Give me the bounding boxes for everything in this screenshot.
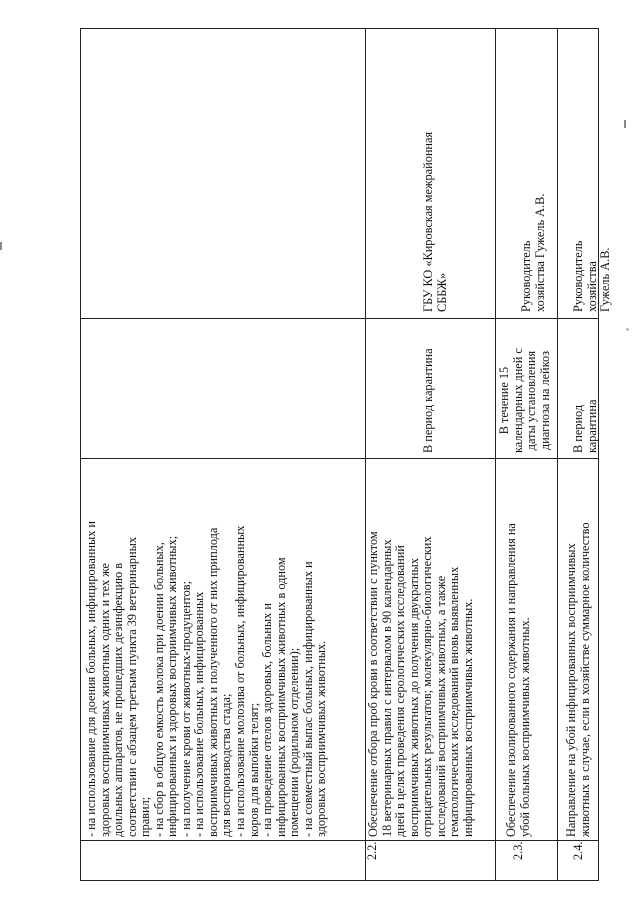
text-line: - на использование больных, инфицированных <box>192 591 207 837</box>
text-line: даты установления <box>524 350 539 451</box>
text-line: - на использование молозива от больных, инфицированных <box>233 525 248 837</box>
text-line: календарных дней с <box>510 348 525 453</box>
text-line: инфицированных и здоровых восприимчивых животных; <box>165 535 180 837</box>
text-line: восприимчивых животных до получения двукратных <box>406 558 421 837</box>
row-number: 2.3. <box>511 841 525 860</box>
executor-text-2-4: Руководитель хозяйства Гужель А.В. <box>571 240 613 312</box>
text-line: коров для выпойки телят; <box>246 702 261 837</box>
text-line: исследований восприимчивых животных, а также <box>433 575 448 837</box>
row-number: 2.4. <box>571 841 585 860</box>
term-text-2-4: В период карантина <box>571 399 599 453</box>
scan-artifact <box>626 328 629 331</box>
measure-text-continuation <box>85 459 329 837</box>
text-line: диагноза на лейкоз <box>537 351 552 451</box>
text-line: - на получение крови от животных-продуцентов; <box>178 580 193 837</box>
text-line: восприимчивых животных и полученного от них приплода <box>205 527 220 837</box>
scan-artifact <box>0 242 2 250</box>
table-border-line <box>495 28 496 881</box>
text-line: инфицированных восприимчивых животных в одном <box>273 557 288 837</box>
table-border-line <box>598 28 599 881</box>
text-line: Обеспечение изолированного содержания и направления на <box>504 523 518 837</box>
table-border-line <box>80 318 598 319</box>
text-line: соответствии с абзацем третьим пункта 39 ветеринарных <box>124 536 139 837</box>
text-line: - на совместный выпас больных, инфицированных и <box>300 561 315 837</box>
table-border-line <box>80 28 598 29</box>
term-text-2-3 <box>498 348 552 453</box>
text-line: здоровых восприимчивых животных одних и тех же <box>97 563 112 837</box>
text-line: инфицированных восприимчивых животных. <box>460 598 475 837</box>
text-line: правил; <box>138 796 153 837</box>
table-border-line <box>80 28 81 881</box>
table-border-line <box>557 28 558 881</box>
text-line: Обеспечение отбора проб крови в соответствии с пунктом <box>366 531 380 837</box>
text-line: В течение 15 <box>497 366 511 435</box>
measure-text-2-2 <box>367 459 475 837</box>
row-number: 2.2. <box>365 841 379 860</box>
text-line: гематологических исследований вновь выявленных <box>447 566 462 837</box>
text-line: животных в случае, если в хозяйстве суммарное количество <box>577 522 592 837</box>
text-line: помещении (родильном отделении); <box>287 647 302 837</box>
term-text-2-2: В период карантина <box>421 348 435 453</box>
text-line: 18 ветеринарных правил с интервалом в 90 календарных <box>379 539 394 837</box>
text-line: убой больных восприимчивых животных. <box>517 617 532 837</box>
text-line: доильных аппаратов, не прошедших дезинфекцию в <box>111 562 126 837</box>
text-line: для воспроизводства стада; <box>219 693 234 837</box>
text-line: дней в целях проведения серологических исследований <box>393 545 408 837</box>
measure-text-2-3 <box>505 459 532 837</box>
executor-text-2-2: ГБУ КО «Кировская межрайонная СББЖ» <box>421 131 449 312</box>
text-line: - на проведение отелов здоровых, больных и <box>260 603 275 837</box>
measure-text-2-4 <box>565 459 592 837</box>
executor-text-2-3: Руководитель хозяйства Гужель А.В. <box>519 193 547 312</box>
scan-artifact <box>624 120 626 128</box>
text-line: здоровых восприимчивых животных. <box>314 640 329 837</box>
table-border-line <box>80 880 598 881</box>
text-line: Направление на убой инфицированных восприимчивых <box>564 543 578 837</box>
text-line: - на использование для доения больных, инфицированных и <box>84 520 98 837</box>
text-line: отрицательных результатов; молекулярно-биологических <box>420 536 435 837</box>
text-line: - на сбор в общую емкость молока при доении больных, <box>151 542 166 837</box>
